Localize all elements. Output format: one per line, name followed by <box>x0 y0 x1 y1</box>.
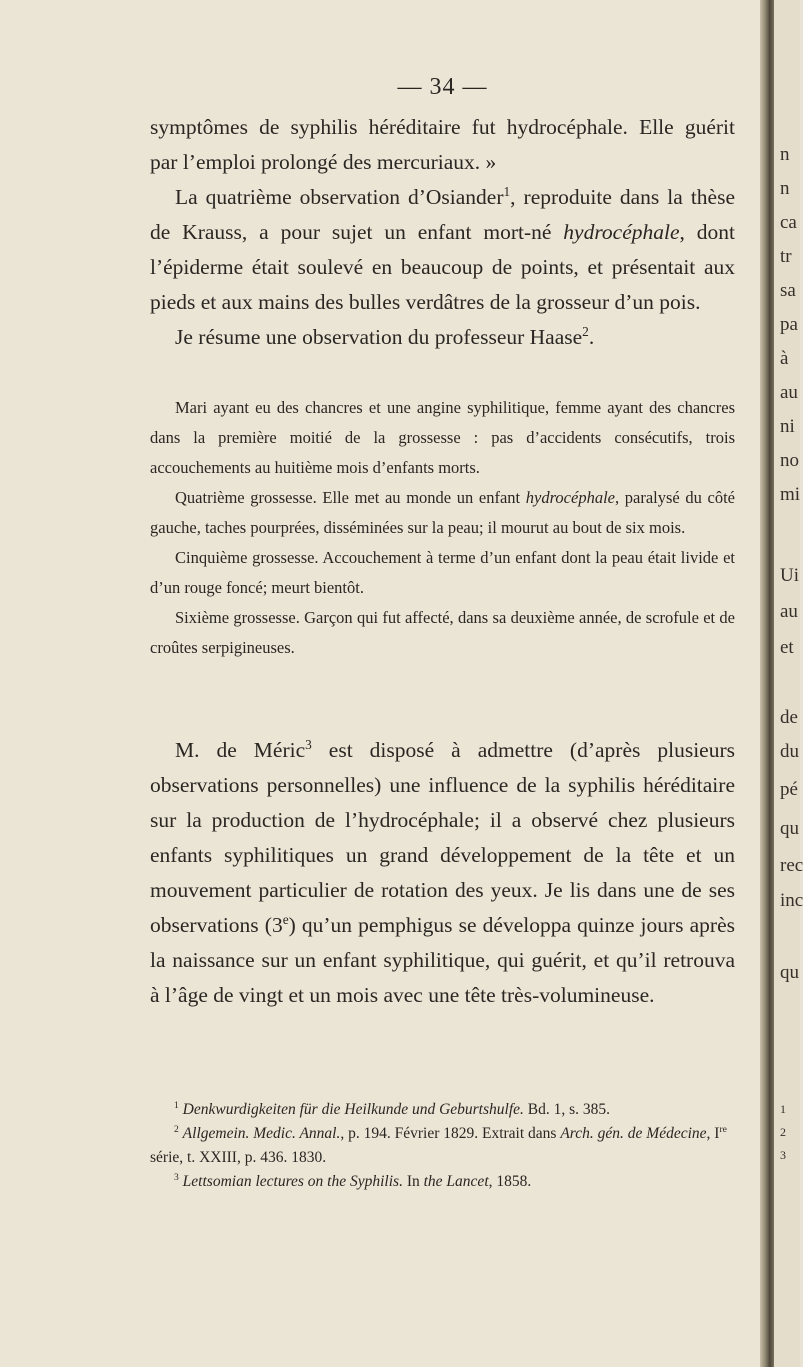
footnote-ref-1: 1 <box>503 183 511 199</box>
case-summary <box>150 393 735 663</box>
case-paragraph-3: Cinquième grossesse. Accouchement à terme d’un enfant dont la peau était livide et d’un rouge foncé; meurt bientôt. <box>150 548 735 597</box>
footnote-ref-2: 2 <box>582 323 589 339</box>
adjacent-text-fragment: Ui <box>780 565 799 586</box>
case-paragraph-1: Mari ayant eu des chancres et une angine syphilitique, femme ayant des chancres dans la première moitié de la grossesse : pas d’accidents consécutifs, trois accouchements au huitième mois d’enfants morts. <box>150 398 735 477</box>
adjacent-text-fragment: et <box>780 637 794 658</box>
case-paragraph-4: Sixième grossesse. Garçon qui fut affecté, dans sa deuxième année, de scrofule et de croûtes serpigineuses. <box>150 608 735 657</box>
adjacent-text-fragment: qu <box>780 962 799 983</box>
text-line-1: symptômes de syphilis héréditaire fut hydrocéphale. Elle guérit <box>150 115 735 139</box>
adjacent-text-fragment: qu <box>780 818 799 839</box>
adjacent-text-fragment: à <box>780 348 789 369</box>
adjacent-text-fragment: de <box>780 707 798 728</box>
adjacent-text-fragment: n <box>780 178 790 199</box>
paragraph-osiander: La quatrième observation d’Osiander$^1$, reproduite dans la thèse de Krauss, a pour sujet un enfant mort-né hydrocéphale, dont l’épiderme était soulevé en beaucoup de points, et présentait aux pieds et aux mains des bulles verdâtres de la grosseur d’un pois. <box>150 183 736 314</box>
footnote-2: $^2$ Allgemein. Medic. Annal., p. 194. Février 1829. Extrait dans Arch. gén. de Médecine, Ire série, t. XXIII, p. 436. 1830. <box>150 1123 727 1166</box>
adjacent-text-fragment: du <box>780 741 799 762</box>
adjacent-text-fragment: no <box>780 450 799 471</box>
adjacent-text-fragment: ca <box>780 212 797 233</box>
footnote-1: $^1$ Denkwurdigkeiten für die Heilkunde und Geburtshulfe. Bd. 1, s. 385. <box>174 1099 611 1118</box>
adjacent-text-fragment: 1 <box>780 1102 786 1116</box>
body-text-bottom <box>150 733 735 1013</box>
book-gutter <box>760 0 774 1367</box>
body-text-top <box>150 110 735 355</box>
adjacent-text-fragment: rec <box>780 855 803 876</box>
adjacent-text-fragment: au <box>780 382 798 403</box>
paragraph-meric: M. de Méric$^3$ est disposé à admettre (d’après plusieurs observations personnelles) une influence de la syphilis héréditaire sur la production de l’hydrocéphale; il a observé chez plusieurs enfants syphilitiques un grand développement de la tête et un mouvement particulier de rotation des yeux. Je lis dans une de ses observations (3e) qu’un pemphigus se développa quinze jours après la naissance sur un enfant syphilitique, qui guérit, et qu’il retrouva à l’âge de vingt et un mois avec une tête très-volumineuse. <box>150 736 735 1007</box>
adjacent-text-fragment: inc <box>780 890 803 911</box>
adjacent-text-fragment: pa <box>780 314 798 335</box>
footnotes <box>150 1098 735 1194</box>
adjacent-page-edge <box>774 0 803 1367</box>
footnote-3: $^3$ Lettsomian lectures on the Syphilis. In the Lancet, 1858. <box>174 1171 532 1190</box>
adjacent-text-fragment: tr <box>780 246 792 267</box>
adjacent-text-fragment: au <box>780 601 798 622</box>
footnote-ref-3: 3 <box>305 736 312 752</box>
adjacent-text-fragment: sa <box>780 280 796 301</box>
case-paragraph-2: Quatrième grossesse. Elle met au monde un enfant hydrocéphale, paralysé du côté gauche, taches pourprées, disséminées sur la peau; il mourut au bout de six mois. <box>150 488 736 537</box>
adjacent-text-fragment: mi <box>780 484 801 505</box>
text-line-2: par l’emploi prolongé des mercuriaux. » <box>150 150 497 174</box>
paragraph-haase: Je résume une observation du professeur Haase$^2$. <box>175 323 595 349</box>
adjacent-text-fragment: pé <box>780 779 798 800</box>
adjacent-text-fragment: 2 <box>780 1125 786 1139</box>
adjacent-text-fragment: n <box>780 144 790 165</box>
page-number: — 34 — <box>397 74 488 100</box>
adjacent-text-fragment: ni <box>780 416 795 437</box>
adjacent-text-fragment: 3 <box>780 1148 786 1162</box>
